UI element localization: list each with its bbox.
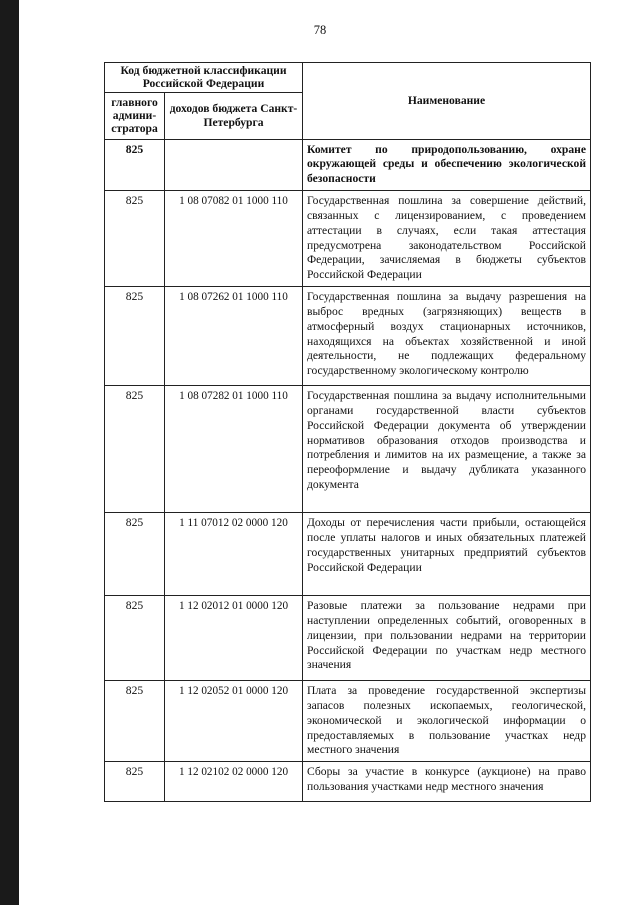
header-name: Наименование bbox=[303, 63, 591, 140]
admin-code-cell: 825 bbox=[105, 513, 165, 596]
income-code-cell: 1 11 07012 02 0000 120 bbox=[165, 513, 303, 596]
name-cell: Государственная пошлина за совершение действий, связанных с лицензированием, с проведением аттестации в случаях, если такая аттестация предусмотрена законодательством Российской Федерации, зачисляемая в бюджеты субъектов Российской Федерации bbox=[303, 191, 591, 287]
table-row bbox=[105, 681, 591, 762]
income-code-cell: 1 12 02012 01 0000 120 bbox=[165, 596, 303, 681]
name-cell: Плата за проведение государственной экспертизы запасов полезных ископаемых, геологической, экономической и экологической информации о предоставляемых в пользование участках недр местного значения bbox=[303, 681, 591, 762]
name-cell: Разовые платежи за пользование недрами при наступлении определенных событий, оговоренных в лицензии, при пользовании недрами на территории Российской Федерации по участкам недр местного значения bbox=[303, 596, 591, 681]
name-cell: Государственная пошлина за выдачу разрешения на выброс вредных (загрязняющих) веществ в атмосферный воздух стационарных источников, находящихся на объектах хозяйственной и иной деятельности, не подлежащих федеральному государственному экологическому контролю bbox=[303, 287, 591, 386]
income-code-cell: 1 08 07262 01 1000 110 bbox=[165, 287, 303, 386]
name-cell: Государственная пошлина за выдачу исполнительными органами государственной власти субъектов Российской Федерации документа об утверждении нормативов образования отходов производства и потребления и лимитов на их размещение, а также за переоформление и выдачу дубликата указанного документа bbox=[303, 386, 591, 513]
admin-code-cell: 825 bbox=[105, 681, 165, 762]
header-admin: главного админи-стратора bbox=[105, 92, 165, 139]
income-code-cell: 1 08 07082 01 1000 110 bbox=[165, 191, 303, 287]
page-number: 78 bbox=[313, 23, 327, 37]
header-income: доходов бюджета Санкт-Петербурга bbox=[165, 92, 303, 139]
table-row bbox=[105, 287, 591, 386]
scan-left-edge bbox=[0, 0, 19, 905]
admin-code-cell: 825 bbox=[105, 596, 165, 681]
name-cell: Сборы за участие в конкурсе (аукционе) на право пользования участками недр местного значения bbox=[303, 762, 591, 802]
admin-code-cell: 825 bbox=[105, 139, 165, 190]
admin-code-cell: 825 bbox=[105, 762, 165, 802]
name-cell: Комитет по природопользованию, охране окружающей среды и обеспечению экологической безопасности bbox=[303, 139, 591, 190]
budget-classification-table bbox=[104, 62, 591, 802]
admin-code-cell: 825 bbox=[105, 191, 165, 287]
admin-code-cell: 825 bbox=[105, 287, 165, 386]
table-row bbox=[105, 596, 591, 681]
name-cell: Доходы от перечисления части прибыли, остающейся после уплаты налогов и иных обязательных платежей государственных унитарных предприятий субъектов Российской Федерации bbox=[303, 513, 591, 596]
income-code-cell bbox=[165, 139, 303, 190]
admin-code-cell: 825 bbox=[105, 386, 165, 513]
header-classification-code: Код бюджетной классификации Российской Федерации bbox=[105, 63, 303, 93]
income-code-cell: 1 12 02052 01 0000 120 bbox=[165, 681, 303, 762]
table-row bbox=[105, 191, 591, 287]
table-row bbox=[105, 762, 591, 802]
table-row bbox=[105, 386, 591, 513]
table-row bbox=[105, 513, 591, 596]
table-row bbox=[105, 139, 591, 190]
income-code-cell: 1 12 02102 02 0000 120 bbox=[165, 762, 303, 802]
income-code-cell: 1 08 07282 01 1000 110 bbox=[165, 386, 303, 513]
